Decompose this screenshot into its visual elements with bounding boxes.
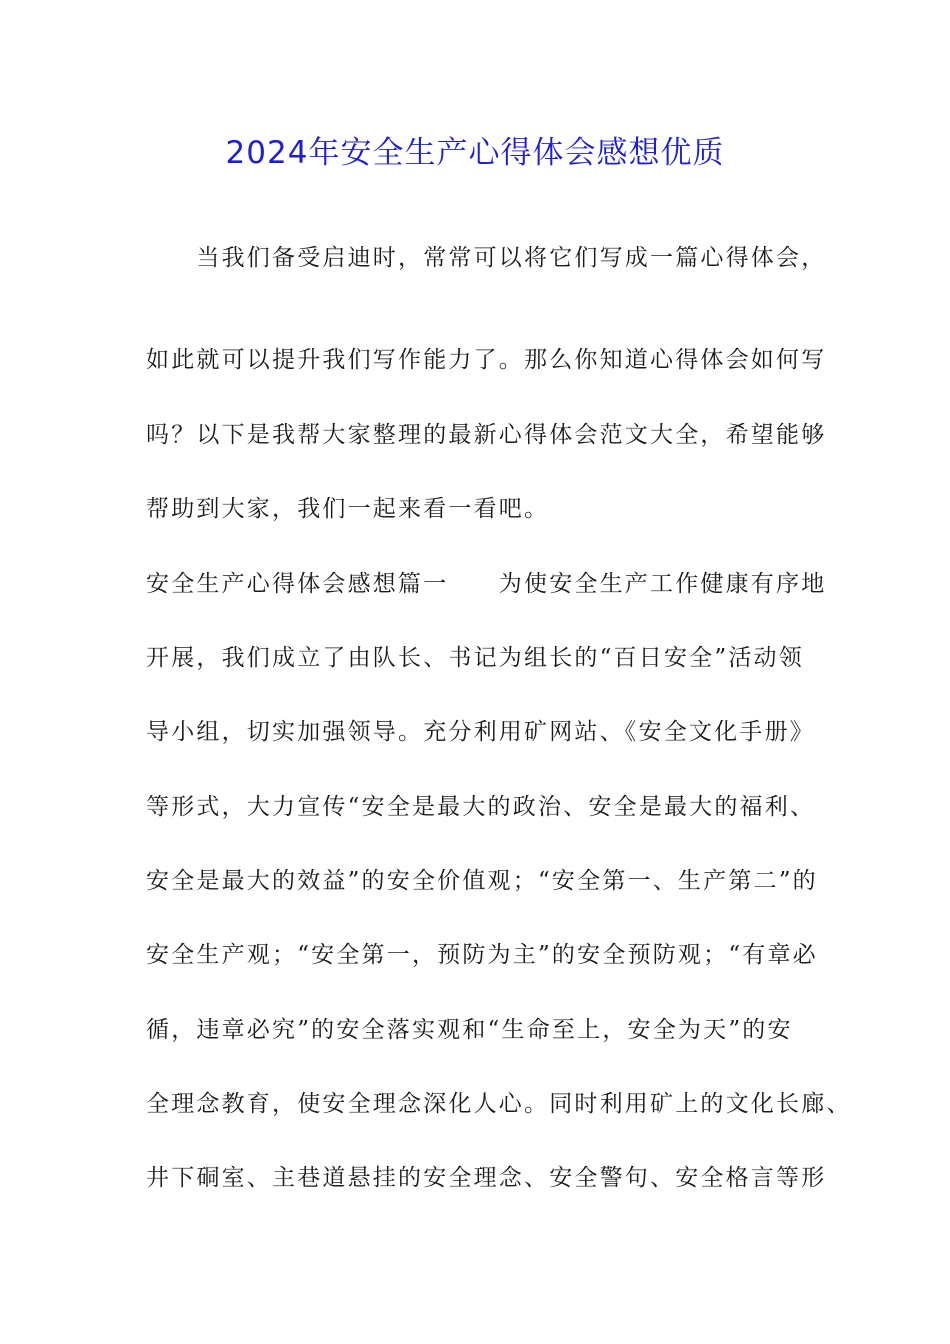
body-line-6: 开展，我们成立了由队长、书记为组长的“百日安全”活动领 <box>146 645 804 671</box>
body-line-9: 安全是最大的效益”的安全价值观；“安全第一、生产第二”的 <box>146 868 818 894</box>
body-line-3: 吗？以下是我帮大家整理的最新心得体会范文大全，希望能够 <box>146 422 827 448</box>
body-line-2: 如此就可以提升我们写作能力了。那么你知道心得体会如何写 <box>146 347 827 373</box>
body-line-4: 帮助到大家，我们一起来看一看吧。 <box>146 496 550 522</box>
body-line-13: 井下硐室、主巷道悬挂的安全理念、安全警句、安全格言等形 <box>146 1165 827 1191</box>
document-title: 2024年安全生产心得体会感想优质 <box>225 135 725 171</box>
body-line-10: 安全生产观；“安全第一，预防为主”的安全预防观；“有章必 <box>146 942 818 968</box>
body-line-7: 导小组，切实加强领导。充分利用矿网站、《安全文化手册》 <box>146 719 815 745</box>
body-line-1: 当我们备受启迪时，常常可以将它们写成一篇心得体会， <box>146 245 827 271</box>
body-line-5: 安全生产心得体会感想篇一 为使安全生产工作健康有序地 <box>146 571 827 597</box>
body-line-11: 循，违章必究”的安全落实观和“生命至上，安全为天”的安 <box>146 1017 793 1043</box>
body-line-12: 全理念教育，使安全理念深化人心。同时利用矿上的文化长廊、 <box>146 1091 852 1117</box>
body-line-8: 等形式，大力宣传“安全是最大的政治、安全是最大的福利、 <box>146 794 816 820</box>
